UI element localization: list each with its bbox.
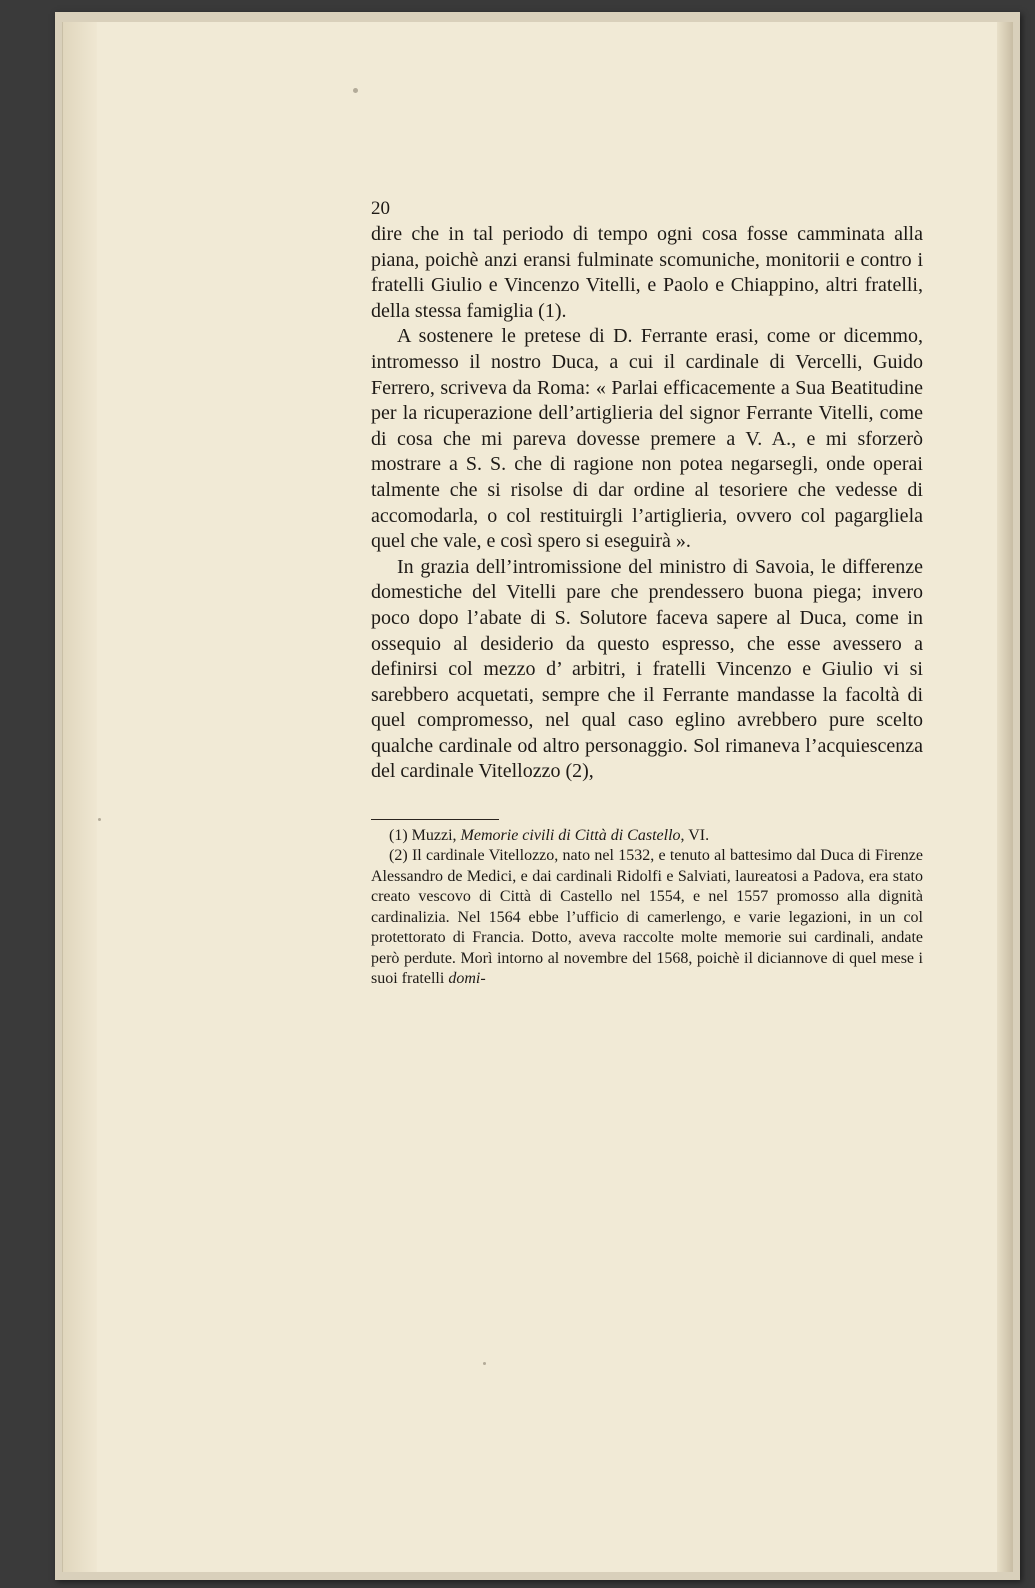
footnote-1-title: Memorie civili di Città di Castello	[460, 827, 681, 845]
footnote-1-marker: (1)	[389, 827, 412, 845]
page-number: 20	[371, 198, 390, 219]
page-right-edge	[997, 22, 1013, 1572]
body-paragraph-3: In grazia dell’intromissione del ministro di Savoia, le differenze domestiche del Vitelli pare che prendessero buona piega; invero poco dopo l’abate di S. Solutore faceva sapere al Duca, come in ossequio al desiderio da questo espresso, che esse avessero a definirsi col mezzo d’ arbitri, i fratelli Vincenzo e Giulio vi si sarebbero acquetati, sempre che il Ferrante mandasse la facoltà di quel compromesso, nel qual caso eglino avrebbero pure scelto qualche cardinale od altro personaggio. Sol rimaneva l’acquiescenza del cardinale Vitellozzo (2),	[371, 555, 923, 783]
body-paragraph-2: A sostenere le pretese di D. Ferrante erasi, come or dicemmo, intromesso il nostro Duca, a cui il cardinale di Vercelli, Guido Ferrero, scriveva da Roma: « Parlai efficacemente a Sua Beatitudine per la ricuperazione dell’artiglieria del signor Ferrante Vitelli, come di cosa che mi pareva dovesse premere a V. A., e mi sforzerò mostrare a S. S. che di ragione non potea negarsegli, onde operai talmente che si risolse di dar ordine al tesoriere che vedesse di accomodarla, o col restituirgli l’artiglieria, ovvero col pagargliela quel che vale, e così spero si eseguirà ».	[371, 325, 923, 553]
paper-spot	[353, 88, 358, 93]
footnote-2-text: Il cardinale Vitellozzo, nato nel 1532, e tenuto al battesimo dal Duca di Firenze Alessandro de Medici, e dai cardinali Ridolfi e Salviati, laureatosi a Padova, era stato creato vescovo di Città di Castello nel 1554, e nel 1557 promosso alla dignità cardinalizia. Nel 1564 ebbe l’ufficio di camerlengo, e varie legazioni, in un col protettorato di Francia. Dotto, aveva raccolte molte memorie sui cardinali, andate però perdute. Morì intorno al novembre del 1568, poichè il diciannove di quel mese i suoi fratelli	[371, 847, 923, 987]
text-block	[371, 198, 923, 989]
footnote-1-author: Muzzi,	[411, 827, 461, 845]
paper-spot	[483, 1362, 486, 1365]
footnote-1-rest: , VI.	[680, 827, 710, 845]
book-page	[62, 22, 1013, 1572]
footnote-2	[371, 846, 923, 989]
paper-spot	[98, 818, 101, 821]
footnote-rule	[371, 819, 499, 820]
footnote-2-marker: (2)	[389, 847, 412, 865]
footnote-2-tail: domi-	[448, 969, 486, 987]
body-paragraph-1: dire che in tal periodo di tempo ogni cosa fosse camminata alla piana, poichè anzi eransi fulminate scomuniche, monitorii e contro i fratelli Giulio e Vincenzo Vitelli, e Paolo e Chiappino, altri fratelli, della stessa famiglia (1).	[371, 223, 923, 322]
footnote-1	[371, 826, 923, 846]
